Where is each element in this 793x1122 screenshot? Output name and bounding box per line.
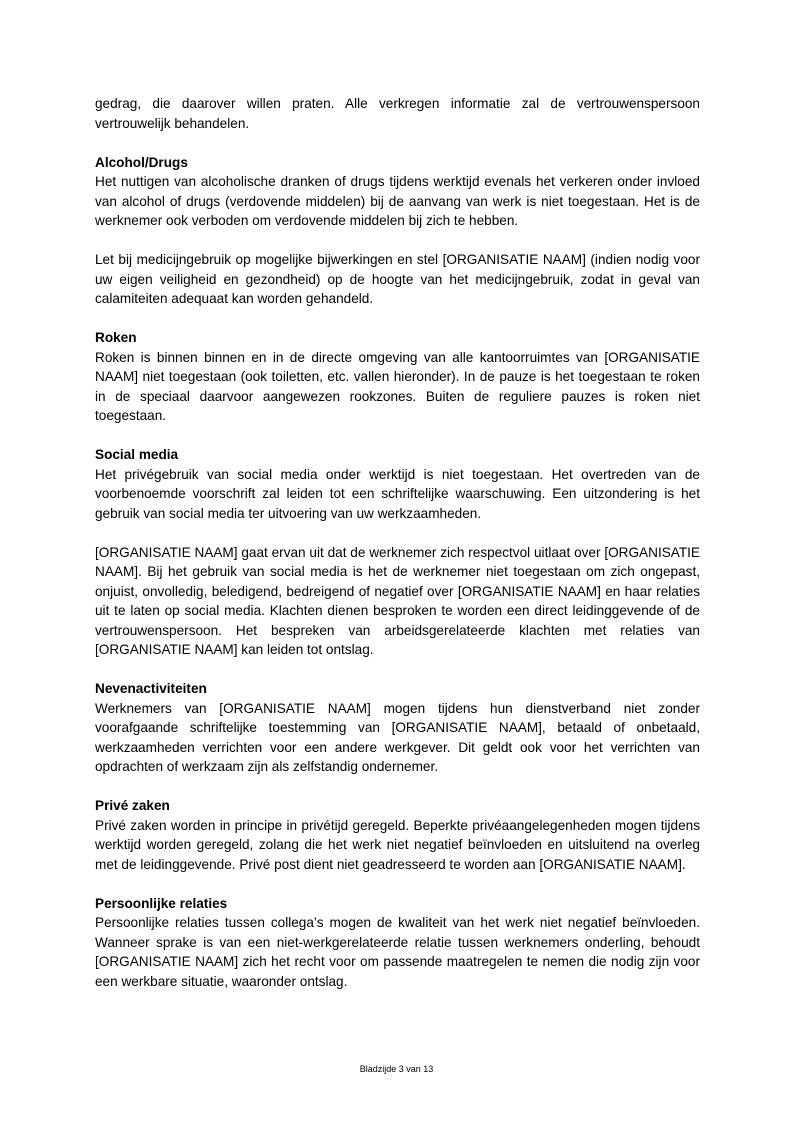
section-heading-prive-zaken: Privé zaken [95, 798, 170, 813]
page-number-label: Bladzijde 3 van 13 [359, 1064, 434, 1074]
section-heading-nevenactiviteiten: Nevenactiviteiten [95, 681, 207, 696]
paragraph: Werknemers van [ORGANISATIE NAAM] mogen tijdens hun dienstverband niet zonder voorafgaande schriftelijke toestemming van [ORGANISATIE NAAM], betaald of onbetaald, werkzaamheden verrichten voor een andere werkgever. Dit geldt ook voor het verrichten van opdrachten of werkzaam zijn als zelfstandig ondernemer. [95, 700, 700, 774]
paragraph: Let bij medicijngebruik op mogelijke bijwerkingen en stel [ORGANISATIE NAAM] (indien nodig voor uw eigen veiligheid en gezondheid) op de hoogte van het medicijngebruik, zodat in geval van calamiteiten adequaat kan worden gehandeld. [95, 252, 700, 306]
section-social-media [95, 445, 700, 660]
section-roken [95, 328, 700, 426]
section-alcohol-drugs [95, 153, 700, 309]
paragraph: Privé zaken worden in principe in privétijd geregeld. Beperkte privéaangelegenheden mogen tijdens werktijd worden geregeld, zolang die het werk niet negatief beïnvloeden en uitsluitend na overleg met de leidinggevende. Privé post dient niet geadresseerd te worden aan [ORGANISATIE NAAM]. [95, 817, 700, 872]
intro-continuation-paragraph: gedrag, die daarover willen praten. Alle verkregen informatie zal de vertrouwenspersoon vertrouwelijk behandelen. [95, 96, 700, 131]
section-heading-roken: Roken [95, 330, 137, 345]
paragraph: Roken is binnen binnen en in de directe omgeving van alle kantoorruimtes van [ORGANISATIE NAAM] niet toegestaan (ook toiletten, etc. vallen hieronder). In de pauze is het toegestaan te roken in de speciaal daarvoor aangewezen rookzones. Buiten de reguliere pauzes is roken niet toegestaan. [95, 349, 700, 423]
section-prive-zaken [95, 796, 700, 874]
section-heading-persoonlijke-relaties: Persoonlijke relaties [95, 895, 228, 911]
document-body [95, 94, 700, 991]
section-heading-social-media: Social media [95, 447, 179, 462]
paragraph: Persoonlijke relaties tussen collega’s mogen de kwaliteit van het werk niet negatief beïnvloeden. Wanneer sprake is van een niet-werkgerelateerde relatie tussen werknemers onderling, behoudt [ORGANISATIE NAAM] zich het recht voor om passende maatregelen te nemen die nodig zijn voor een werkbare situatie, waaronder ontslag. [95, 915, 700, 989]
paragraph: Het nuttigen van alcoholische dranken of drugs tijdens werktijd evenals het verkeren onder invloed van alcohol of drugs (verdovende middelen) bij de aanvang van werk is niet toegestaan. Het is de werknemer ook verboden om verdovende middelen bij zich te hebben. [95, 174, 700, 228]
section-heading-alcohol-drugs: Alcohol/Drugs [95, 154, 188, 170]
paragraph: [ORGANISATIE NAAM] gaat ervan uit dat de werknemer zich respectvol uitlaat over [ORGANISATIE NAAM]. Bij het gebruik van social media is het de werknemer niet toegestaan om zich ongepast, onjuist, onvolledig, beledigend, bedreigend of negatief over [ORGANISATIE NAAM] en haar relaties uit te laten op social media. Klachten dienen besproken te worden een direct leidinggevende of de vertrouwenspersoon. Het bespreken van arbeidsgerelateerde klachten met relaties van [ORGANISATIE NAAM] kan leiden tot ontslag. [95, 544, 700, 657]
paragraph: Het privégebruik van social media onder werktijd is niet toegestaan. Het overtreden van de voorbenoemde voorschrift zal leiden tot een schriftelijke waarschuwing. Een uitzondering is het gebruik van social media ter uitvoering van uw werkzaamheden. [95, 466, 700, 521]
page-footer [0, 1063, 793, 1075]
section-persoonlijke-relaties [95, 894, 700, 992]
section-nevenactiviteiten [95, 679, 700, 777]
